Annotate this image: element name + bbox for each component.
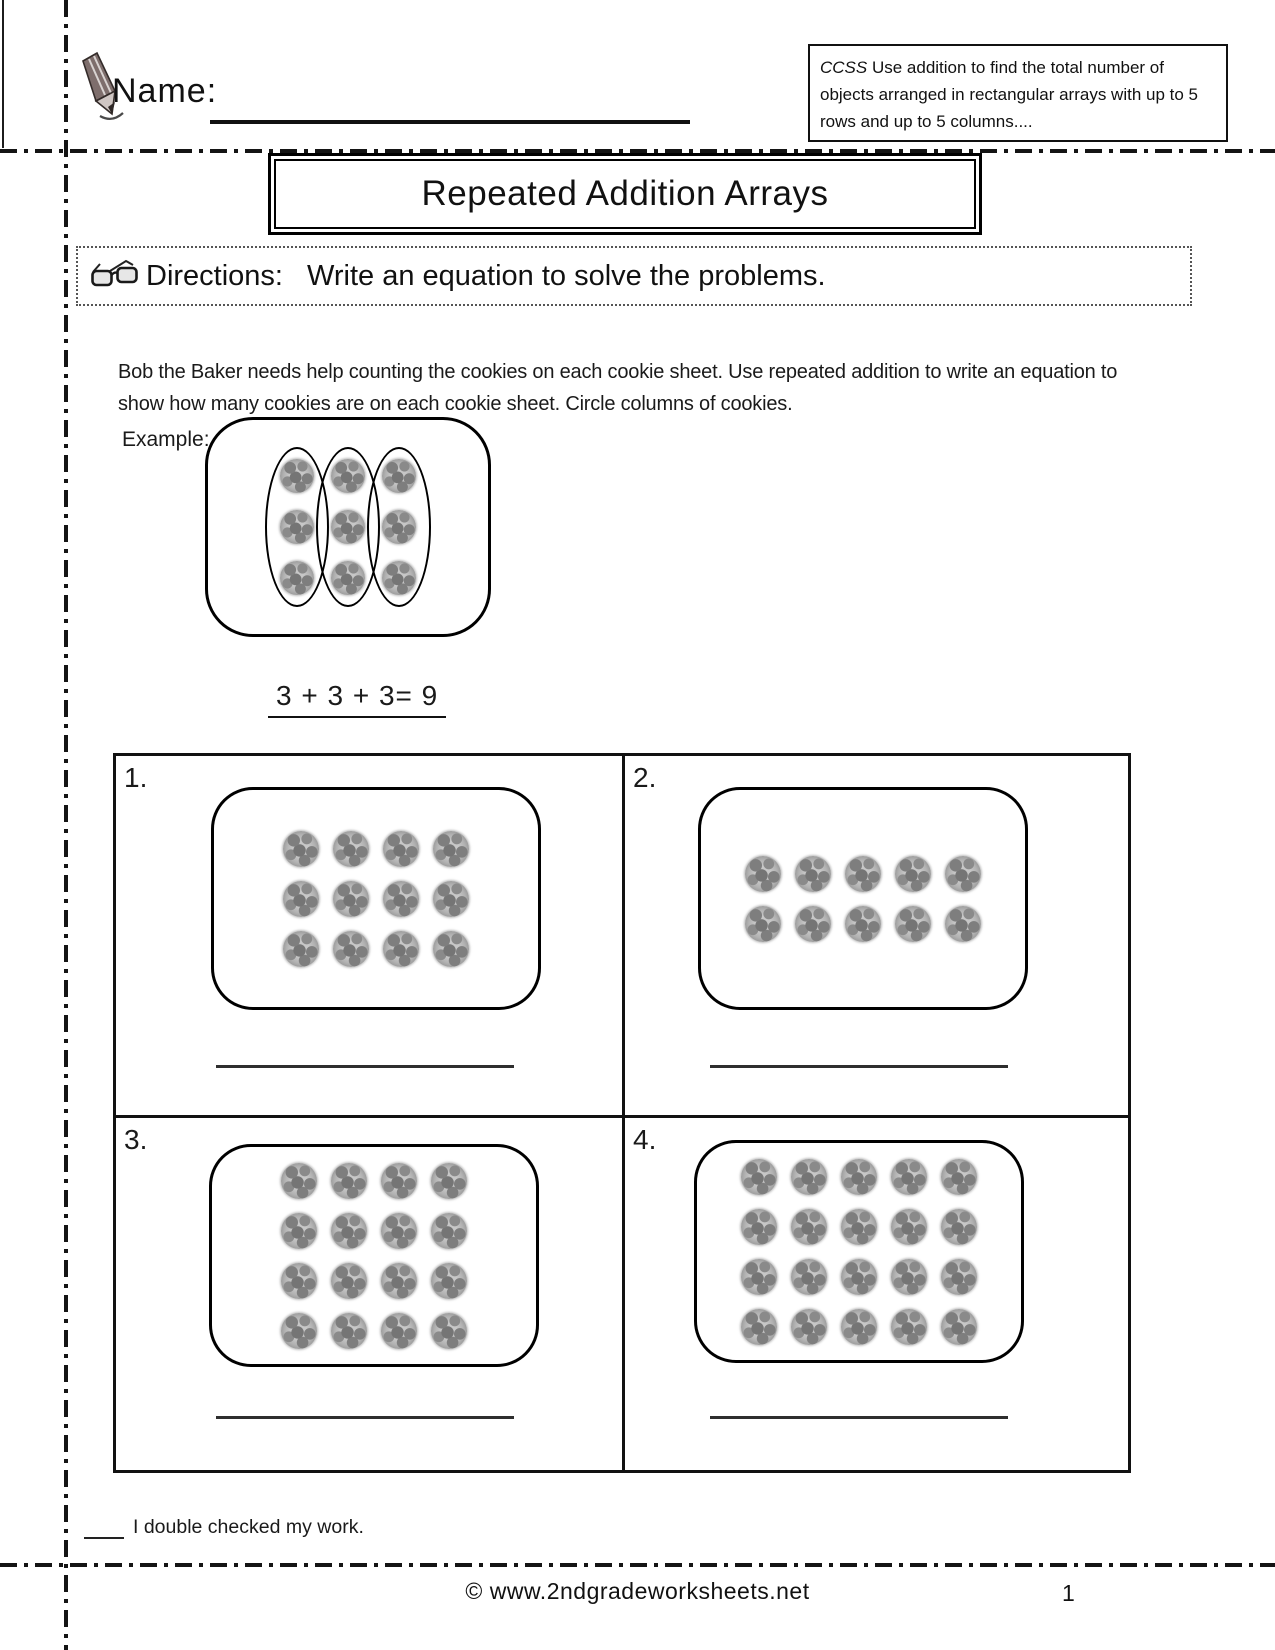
cookie [333,881,369,917]
title-box [268,153,982,235]
cookie [841,1209,877,1245]
example-cookie-sheet [205,417,491,637]
cookie [845,856,881,892]
cookie [283,881,319,917]
problem-number: 3. [124,1124,148,1155]
bottom-fold-line [0,1563,1275,1567]
cookie [331,561,365,595]
page-number: 1 [1062,1580,1075,1606]
name-label: Name: [112,72,218,110]
column-circle-oval [367,447,431,607]
cookie [945,906,981,942]
problem-cell-1 [116,756,622,1115]
cookie [741,1259,777,1295]
cookie [283,831,319,867]
ccss-line: CCSS Use addition to find the total number of [820,58,1164,77]
cookie [941,1309,977,1345]
cookie [383,831,419,867]
cookie [281,1263,317,1299]
directions-label: Directions: [146,259,283,292]
glasses-icon [90,258,140,295]
cookie [281,1313,317,1349]
cookie [381,1213,417,1249]
cookie [333,931,369,967]
cookie-array [281,1163,467,1349]
example-cookie-array [265,447,431,607]
problem-cell-3 [116,1118,622,1470]
cookie-sheet [211,787,541,1010]
check-blank-line [84,1517,124,1539]
cookie [791,1259,827,1295]
cookie [945,856,981,892]
cookie-sheet [209,1144,539,1367]
cookie [382,459,416,493]
problem-number: 4. [633,1124,657,1155]
problem-cell-4 [625,1118,1131,1470]
cookie [891,1259,927,1295]
cookie-array [741,1159,977,1345]
cookie-sheet [694,1140,1024,1363]
cookie-sheet [698,787,1028,1010]
cookie [331,1313,367,1349]
cookie [745,856,781,892]
cookie [383,931,419,967]
problem-cell-2 [625,756,1131,1115]
cookie [280,561,314,595]
cookie [795,856,831,892]
intro-line: Bob the Baker needs help counting the cookies on each cookie sheet. Use repeated addition to write an equation to [118,361,1118,383]
page-title: Repeated Addition Arrays [274,159,976,229]
cookie [433,931,469,967]
cookie-array [745,856,981,942]
ccss-line: rows and up to 5 columns.... [820,112,1033,131]
page-edge-line [2,0,4,148]
cookie [431,1313,467,1349]
cookie [791,1159,827,1195]
cookie [431,1263,467,1299]
cookie [941,1209,977,1245]
directions-box [76,246,1192,306]
cookie [841,1309,877,1345]
answer-blank-line [216,1065,514,1068]
ccss-line: objects arranged in rectangular arrays with up to 5 [820,85,1198,104]
cookie-array [283,831,469,967]
cookie [381,1313,417,1349]
cookie [333,831,369,867]
cookie [381,1163,417,1199]
cookie [941,1259,977,1295]
cookie [895,856,931,892]
cookie [841,1259,877,1295]
intro-paragraph [118,356,1188,420]
cookie [431,1163,467,1199]
cookie [941,1159,977,1195]
cookie [891,1309,927,1345]
cookie [383,881,419,917]
example-equation: 3 + 3 + 3= 9 [268,680,446,718]
double-check-row [84,1516,364,1539]
name-blank-line [210,120,690,124]
example-label: Example: [122,428,210,451]
cookie [433,881,469,917]
problem-number: 1. [124,762,148,793]
left-fold-line [64,0,68,1650]
cookie [331,459,365,493]
directions-text: Write an equation to solve the problems. [307,259,826,292]
cookie [891,1209,927,1245]
problems-table [113,753,1131,1473]
cookie [895,906,931,942]
intro-line: show how many cookies are on each cookie sheet. Circle columns of cookies. [118,393,793,415]
cookie [281,1213,317,1249]
problem-number: 2. [633,762,657,793]
cookie [281,1163,317,1199]
cookie [791,1209,827,1245]
cookie [841,1159,877,1195]
answer-blank-line [216,1416,514,1419]
cookie [381,1263,417,1299]
cookie [382,561,416,595]
cookie [745,906,781,942]
cookie [741,1159,777,1195]
ccss-standard-box [808,44,1228,142]
cookie [891,1159,927,1195]
cookie [331,510,365,544]
answer-blank-line [710,1416,1008,1419]
answer-blank-line [710,1065,1008,1068]
cookie [741,1309,777,1345]
cookie [741,1209,777,1245]
cookie [280,510,314,544]
copyright-text: © www.2ndgradeworksheets.net [465,1578,810,1604]
cookie [431,1213,467,1249]
cookie [331,1213,367,1249]
cookie [845,906,881,942]
cookie [791,1309,827,1345]
double-check-text: I double checked my work. [133,1516,364,1538]
cookie [382,510,416,544]
cookie [280,459,314,493]
cookie [795,906,831,942]
cookie [433,831,469,867]
cookie [331,1163,367,1199]
cookie [283,931,319,967]
cookie [331,1263,367,1299]
